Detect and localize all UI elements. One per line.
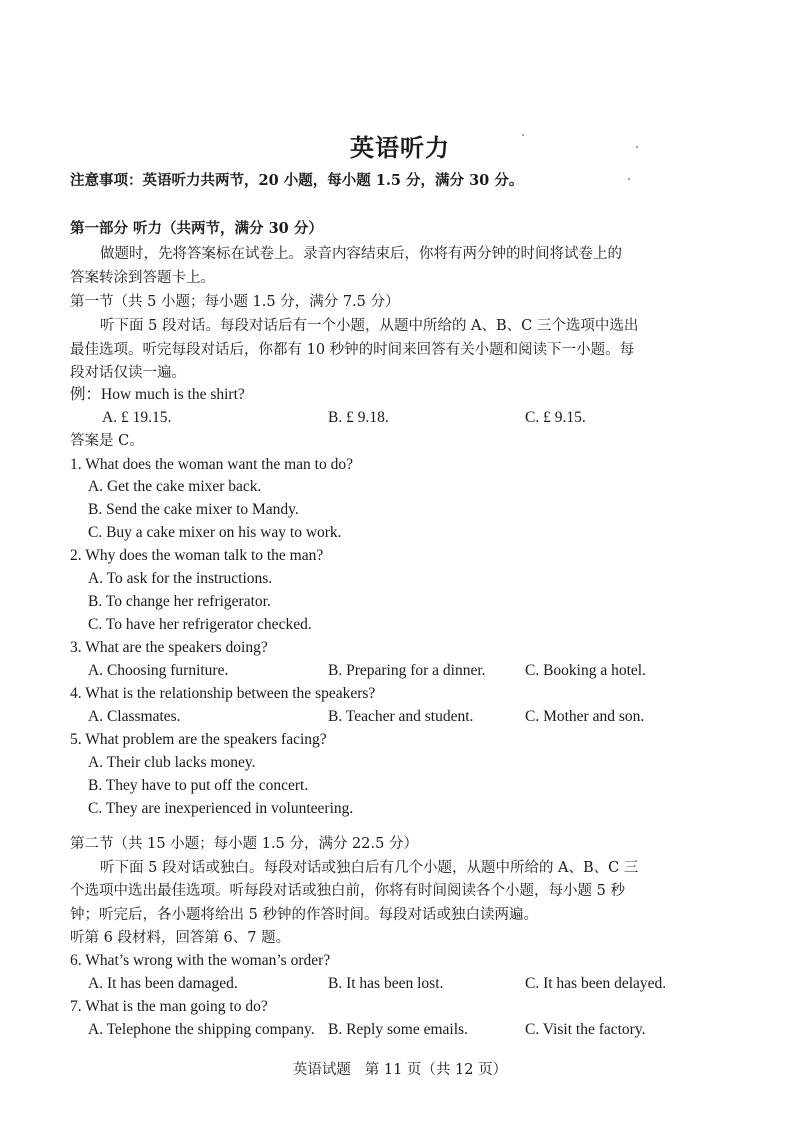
question-2-option-b: B. To change her refrigerator.: [88, 593, 271, 610]
part1-heading: 第一部分 听力（共两节，满分 30 分）: [70, 220, 323, 237]
question-1-option-c: C. Buy a cake mixer on his way to work.: [88, 524, 342, 541]
scan-dot: [628, 178, 630, 180]
question-6-option-c: C. It has been delayed.: [525, 975, 667, 992]
page-title: 英语听力: [350, 134, 450, 162]
question-2-option-c: C. To have her refrigerator checked.: [88, 616, 312, 633]
question-5-option-a: A. Their club lacks money.: [88, 754, 256, 771]
question-4-option-b: B. Teacher and student.: [328, 708, 474, 725]
section1-heading: 第一节（共 5 小题；每小题 1.5 分，满分 7.5 分）: [70, 294, 400, 310]
question-3-option-c: C. Booking a hotel.: [525, 662, 646, 679]
section2-instr-line1: 听下面 5 段对话或独白。每段对话或独白后有几个小题，从题中所给的 A、B、C 三: [100, 860, 639, 876]
section2-instr-line2: 个选项中选出最佳选项。听每段对话或独白前，你将有时间阅读各个小题，每小题 5 秒: [70, 883, 625, 899]
question-7-option-b: B. Reply some emails.: [328, 1021, 468, 1038]
part1-intro-line1: 做题时，先将答案标在试卷上。录音内容结束后，你将有两分钟的时间将试卷上的: [100, 246, 622, 262]
example-option-c: C. £ 9.15.: [525, 409, 586, 426]
question-6-option-b: B. It has been lost.: [328, 975, 444, 992]
question-6: 6. What’s wrong with the woman’s order?: [70, 952, 331, 969]
question-2-option-a: A. To ask for the instructions.: [88, 570, 273, 587]
question-2: 2. Why does the woman talk to the man?: [70, 547, 324, 564]
question-4-option-a: A. Classmates.: [88, 708, 181, 725]
example-option-b: B. £ 9.18.: [328, 409, 389, 426]
question-5-option-b: B. They have to put off the concert.: [88, 777, 309, 794]
section1-instr-line2: 最佳选项。听完每段对话后，你都有 10 秒钟的时间来回答有关小题和阅读下一小题。每: [70, 342, 635, 358]
question-4-option-c: C. Mother and son.: [525, 708, 645, 725]
question-7: 7. What is the man going to do?: [70, 998, 268, 1015]
question-1-option-a: A. Get the cake mixer back.: [88, 478, 262, 495]
question-3: 3. What are the speakers doing?: [70, 639, 268, 656]
section1-instr-line3: 段对话仅读一遍。: [70, 365, 186, 381]
example-question: 例：How much is the shirt?: [70, 386, 245, 403]
part1-intro-line2: 答案转涂到答题卡上。: [70, 270, 215, 286]
question-5: 5. What problem are the speakers facing?: [70, 731, 327, 748]
example-answer: 答案是 C。: [70, 433, 144, 449]
question-7-option-a: A. Telephone the shipping company.: [88, 1021, 315, 1038]
question-7-option-c: C. Visit the factory.: [525, 1021, 646, 1038]
question-1-option-b: B. Send the cake mixer to Mandy.: [88, 501, 299, 518]
section1-instr-line1: 听下面 5 段对话。每段对话后有一个小题，从题中所给的 A、B、C 三个选项中选出: [100, 318, 639, 334]
material-6-note: 听第 6 段材料，回答第 6、7 题。: [70, 930, 291, 946]
question-3-option-a: A. Choosing furniture.: [88, 662, 229, 679]
question-6-option-a: A. It has been damaged.: [88, 975, 238, 992]
question-3-option-b: B. Preparing for a dinner.: [328, 662, 486, 679]
page-footer: 英语试题 第 11 页（共 12 页）: [292, 1062, 508, 1078]
section2-heading: 第二节（共 15 小题；每小题 1.5 分，满分 22.5 分）: [70, 836, 418, 852]
question-5-option-c: C. They are inexperienced in volunteering.: [88, 800, 354, 817]
question-4: 4. What is the relationship between the speakers?: [70, 685, 376, 702]
notice: 注意事项：英语听力共两节，20 小题，每小题 1.5 分，满分 30 分。: [70, 172, 524, 189]
question-1: 1. What does the woman want the man to do?: [70, 456, 353, 473]
section2-instr-line3: 钟；听完后，各小题将给出 5 秒钟的作答时间。每段对话或独白读两遍。: [70, 907, 538, 923]
example-option-a: A. £ 19.15.: [102, 409, 172, 426]
